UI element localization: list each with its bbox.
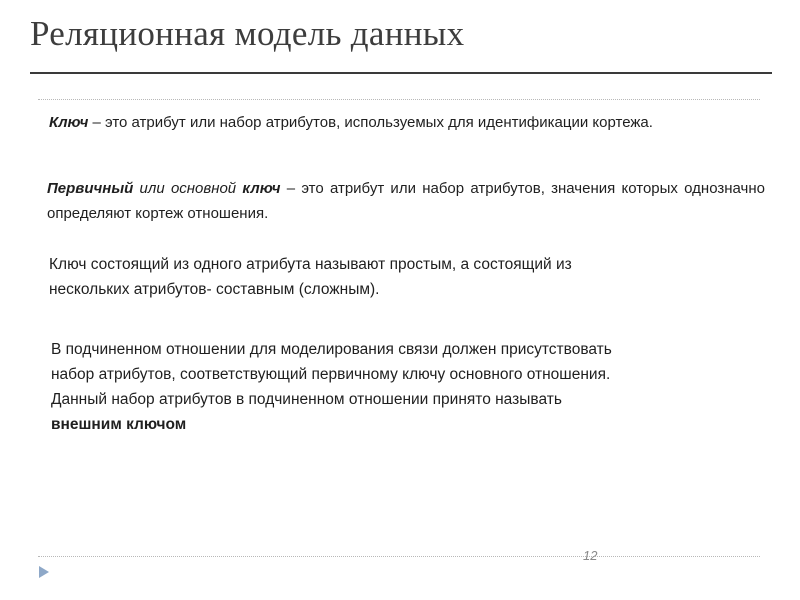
primary-key-connector: или [133,180,171,197]
title-underline [30,72,772,74]
foreign-key-line-1: В подчиненном отношении для моделирования связи должен присутствовать [51,341,612,358]
paragraph-primary-key-definition [47,176,765,226]
triangle-right-icon[interactable] [38,565,50,579]
slide-title: Реляционная модель данных [30,14,465,53]
term-main: основной [170,180,237,197]
paragraph-key-definition [49,110,759,135]
top-dotted-divider [38,99,760,100]
paragraph-foreign-key [51,337,761,437]
term-key-2: ключ [242,180,281,197]
term-foreign-key: внешним ключом [51,416,187,433]
term-key: Ключ [49,114,89,131]
bottom-dotted-divider [38,556,760,557]
key-definition-text: – это атрибут или набор атрибутов, используемых для идентификации кортежа. [88,114,653,131]
simple-key-line-1: Ключ состоящий из одного атрибута называют простым, а состоящий из [49,256,572,273]
foreign-key-line-3: Данный набор атрибутов в подчиненном отношении принято называть [51,391,562,408]
paragraph-simple-composite-key [49,252,759,302]
simple-key-line-2: нескольких атрибутов- составным (сложным). [49,281,380,298]
page-number: 12 [583,548,598,563]
foreign-key-line-2: набор атрибутов, соответствующий первичному ключу основного отношения. [51,366,611,383]
term-primary: Первичный [47,180,134,197]
primary-key-definition-text: – это атрибут или набор атрибутов, значения которых однозначно определяют кортеж отношения. [47,180,765,222]
